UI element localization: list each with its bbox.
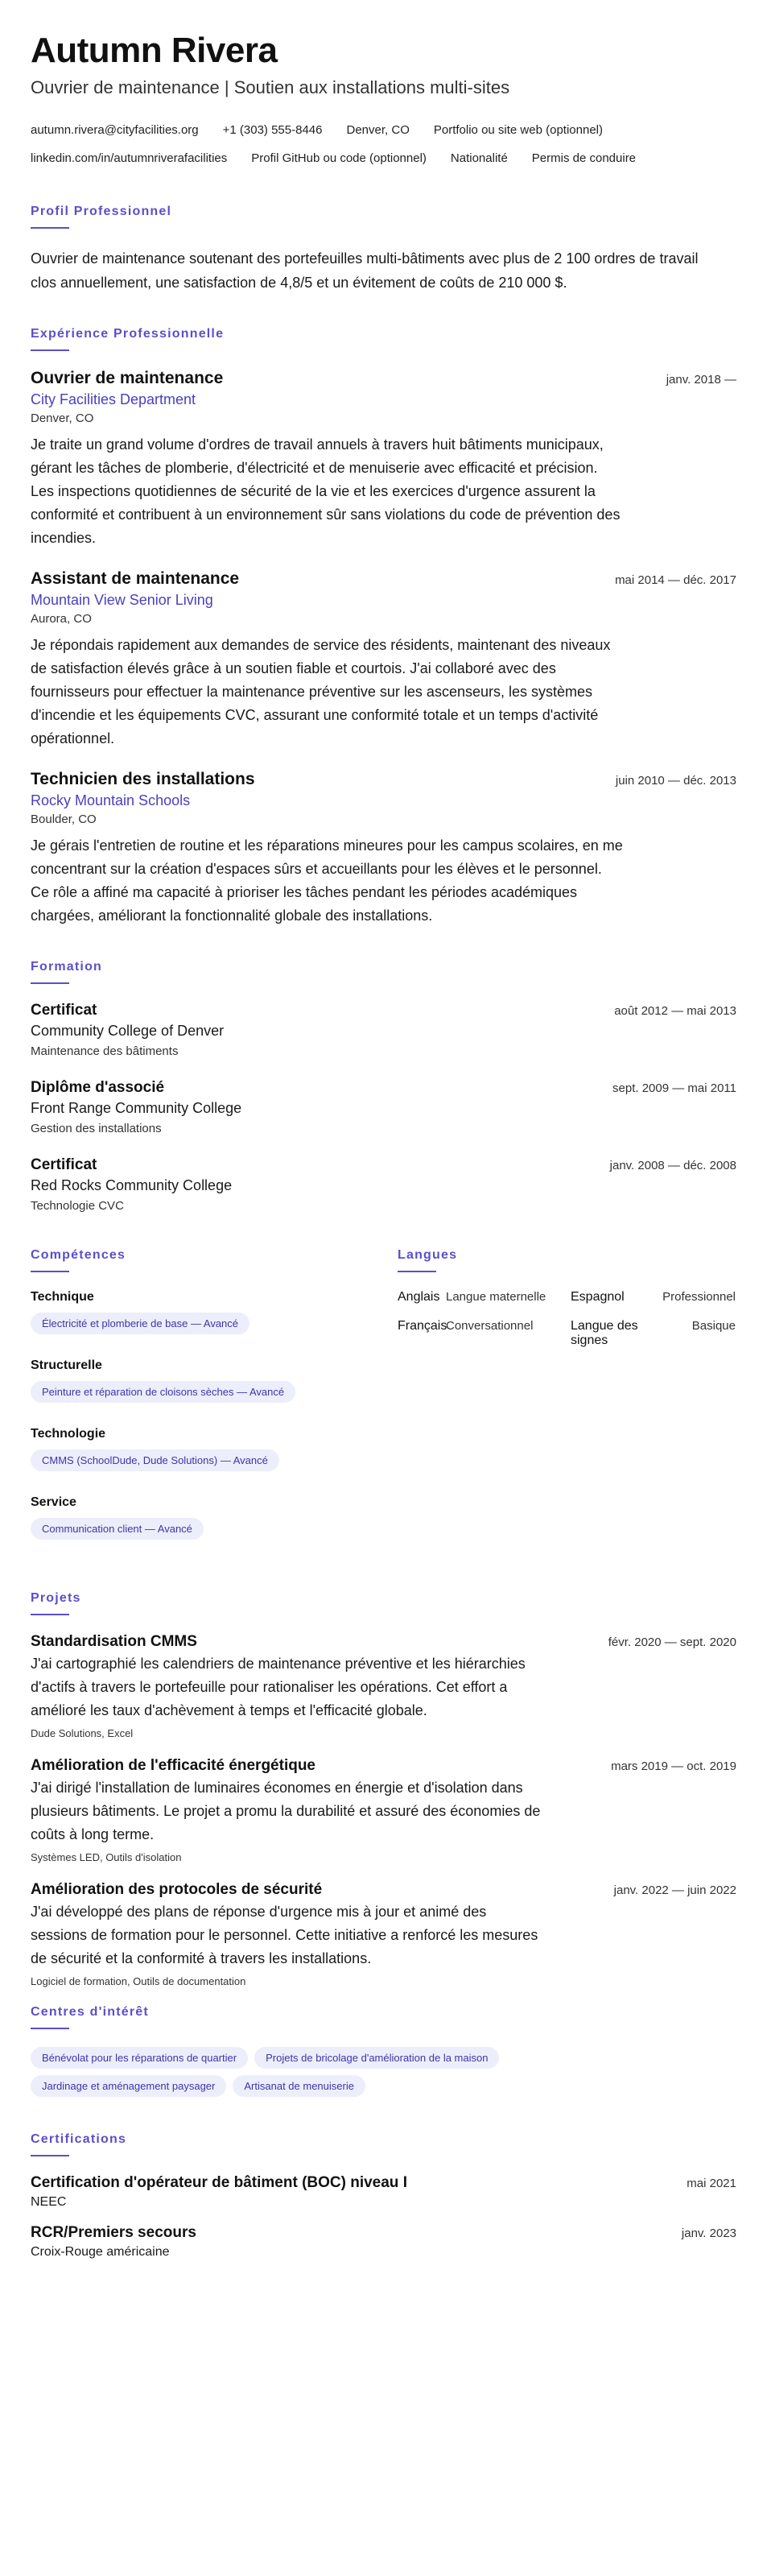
section-divider — [398, 1271, 436, 1272]
skill-group — [31, 1290, 398, 1341]
education-field: Gestion des installations — [31, 1122, 162, 1135]
education-school: Community College of Denver — [31, 1023, 225, 1039]
section-title: Centres d'intérêt — [31, 2005, 149, 2019]
project-title: Standardisation CMMS — [31, 1633, 197, 1650]
contact-linkedin[interactable]: linkedin.com/in/autumnriverafacilities — [31, 151, 228, 165]
language-name: Français — [398, 1319, 447, 1333]
language-level: Conversationnel — [446, 1319, 534, 1333]
certification-date: mai 2021 — [687, 2177, 736, 2190]
education-dates: janv. 2008 — déc. 2008 — [609, 1159, 736, 1172]
certifications-section — [31, 2132, 736, 2260]
education-entry — [31, 1156, 736, 1213]
section-title: Profil Professionnel — [31, 205, 172, 218]
project-tech: Dude Solutions, Excel — [31, 1727, 134, 1739]
contact-list — [31, 116, 736, 172]
job-location: Aurora, CO — [31, 612, 92, 626]
job-description: Je répondais rapidement aux demandes de service des résidents, maintenant des niveaux de satisfaction élevés grâce à un soutien fiable et courtois. J'ai collaboré avec des fournisseurs pour effectuer la maintenance préventive sur les ascenseurs, les systèmes d'incendie et les équipements CVC, assurant une conformité totale et un temps d'activité opérationnel. — [31, 637, 611, 746]
language-name: Espagnol — [571, 1290, 625, 1304]
section-divider — [31, 982, 69, 984]
skill-chip: Peinture et réparation de cloisons sèches — Avancé — [31, 1381, 295, 1403]
language-level: Langue maternelle — [446, 1290, 546, 1304]
contact-driving-license: Permis de conduire — [531, 151, 637, 165]
candidate-name: Autumn Rivera — [31, 31, 278, 70]
education-entry — [31, 1002, 736, 1058]
experience-section — [31, 327, 736, 928]
section-divider — [31, 2028, 69, 2029]
language-level: Basique — [691, 1319, 736, 1333]
skill-group — [31, 1358, 398, 1409]
contact-github[interactable]: Profil GitHub ou code (optionnel) — [251, 151, 427, 165]
profile-summary: Ouvrier de maintenance soutenant des portefeuilles multi-bâtiments avec plus de 2 100 ordres de travail clos annuellement, une satisfaction de 4,8/5 et un évitement de coûts de 210 000 $. — [31, 250, 699, 291]
job-title: Technicien des installations — [31, 770, 255, 788]
education-field: Technologie CVC — [31, 1199, 124, 1213]
certification-entry — [31, 2174, 736, 2210]
project-dates: mars 2019 — oct. 2019 — [611, 1759, 736, 1773]
contact-portfolio[interactable]: Portfolio ou site web (optionnel) — [433, 123, 603, 137]
skill-group — [31, 1495, 398, 1546]
skill-group — [31, 1427, 398, 1478]
certification-issuer: Croix-Rouge américaine — [31, 2245, 170, 2259]
certification-issuer: NEEC — [31, 2195, 67, 2209]
job-entry — [31, 369, 736, 550]
job-location: Boulder, CO — [31, 812, 97, 826]
resume-header — [31, 29, 736, 172]
job-company: Mountain View Senior Living — [31, 592, 213, 608]
contact-nationality: Nationalité — [450, 151, 508, 165]
job-location: Denver, CO — [31, 411, 94, 425]
skill-category: Structurelle — [31, 1358, 102, 1372]
project-tech: Logiciel de formation, Outils de documentation — [31, 1975, 246, 1987]
section-title: Projets — [31, 1591, 81, 1605]
education-school: Red Rocks Community College — [31, 1177, 233, 1193]
contact-phone[interactable]: +1 (303) 555-8446 — [222, 123, 323, 137]
certification-name: RCR/Premiers secours — [31, 2224, 196, 2241]
education-dates: août 2012 — mai 2013 — [614, 1004, 736, 1018]
project-dates: févr. 2020 — sept. 2020 — [608, 1635, 736, 1649]
section-divider — [31, 2155, 69, 2156]
skill-chip: CMMS (SchoolDude, Dude Solutions) — Avancé — [31, 1449, 279, 1471]
projects-section — [31, 1591, 736, 1987]
job-company: City Facilities Department — [31, 391, 196, 407]
section-title: Formation — [31, 960, 103, 974]
project-entry — [31, 1633, 736, 1739]
section-divider — [31, 349, 69, 351]
skills-section — [31, 1248, 398, 1564]
interest-chip: Bénévolat pour les réparations de quartier — [31, 2047, 248, 2069]
skill-chip: Communication client — Avancé — [31, 1518, 204, 1540]
job-title: Ouvrier de maintenance — [31, 369, 224, 387]
contact-email[interactable]: autumn.rivera@cityfacilities.org — [31, 123, 199, 137]
interest-chip: Projets de bricolage d'amélioration de la maison — [254, 2047, 499, 2069]
education-dates: sept. 2009 — mai 2011 — [612, 1081, 736, 1095]
project-entry — [31, 1757, 736, 1863]
job-title: Assistant de maintenance — [31, 569, 240, 588]
education-degree: Diplôme d'associé — [31, 1079, 165, 1096]
section-title: Expérience Professionnelle — [31, 327, 225, 341]
education-school: Front Range Community College — [31, 1100, 242, 1116]
language-level: Professionnel — [662, 1290, 736, 1304]
section-title: Compétences — [31, 1248, 126, 1262]
job-description: Je traite un grand volume d'ordres de travail annuels à travers huit bâtiments municipaux, gérant les tâches de plomberie, d'électricité et de menuiserie avec efficacité et précision. Les inspections quotidiennes de sécurité de la vie et les exercices d'urgence assurent la conformité et contribuent à un environnement sûr sans violations du code de prévention des incendies. — [31, 436, 621, 546]
project-entry — [31, 1881, 736, 1987]
job-entry — [31, 770, 736, 928]
education-field: Maintenance des bâtiments — [31, 1044, 179, 1058]
education-section — [31, 960, 736, 1213]
interest-chip: Jardinage et aménagement paysager — [31, 2075, 226, 2097]
interests-list — [31, 2047, 736, 2103]
section-divider — [31, 227, 69, 229]
profile-section — [31, 205, 736, 295]
project-title: Amélioration de l'efficacité énergétique — [31, 1757, 315, 1774]
interest-chip: Artisanat de menuiserie — [233, 2075, 365, 2097]
certification-date: janv. 2023 — [681, 2227, 736, 2240]
project-title: Amélioration des protocoles de sécurité — [31, 1881, 323, 1898]
interests-section — [31, 2005, 736, 2103]
job-dates: juin 2010 — déc. 2013 — [615, 774, 736, 788]
skill-category: Technique — [31, 1290, 94, 1304]
section-divider — [31, 1614, 69, 1615]
skill-category: Technologie — [31, 1427, 106, 1441]
section-title: Langues — [398, 1248, 458, 1262]
project-description: J'ai dirigé l'installation de luminaires économes en énergie et d'isolation dans plusieurs bâtiments. Le projet a promu la durabilité et assuré des économies de coûts à long terme. — [31, 1780, 541, 1842]
job-dates: mai 2014 — déc. 2017 — [615, 573, 736, 587]
job-entry — [31, 569, 736, 750]
languages-list — [398, 1290, 736, 1348]
section-title: Certifications — [31, 2132, 127, 2146]
education-degree: Certificat — [31, 1002, 97, 1019]
project-description: J'ai développé des plans de réponse d'urgence mis à jour et animé des sessions de formation pour le personnel. Cette initiative a renforcé les mesures de sécurité et la conformité à travers les installations. — [31, 1904, 538, 1966]
language-name: Anglais — [398, 1290, 440, 1304]
job-description: Je gérais l'entretien de routine et les réparations mineures pour les campus scolaires, en me concentrant sur la création d'espaces sûrs et accueillants pour les élèves et le personnel. Ce rôle a affiné ma capacité à prioriser les tâches pendant les périodes académiques chargées, améliorant la fonctionnalité globale des installations. — [31, 837, 623, 924]
skill-category: Service — [31, 1495, 76, 1509]
project-description: J'ai cartographié les calendriers de maintenance préventive et les hiérarchies d'actifs à travers le portefeuille pour rationaliser les opérations. Cet effort a amélioré les taux d'achèvement à temps et l'efficacité globale. — [31, 1656, 526, 1718]
language-name: Langue des signes — [571, 1319, 638, 1347]
skills-languages-row — [31, 1248, 736, 1564]
project-tech: Systèmes LED, Outils d'isolation — [31, 1851, 182, 1863]
education-degree: Certificat — [31, 1156, 97, 1173]
languages-section — [398, 1248, 736, 1564]
education-entry — [31, 1079, 736, 1135]
section-divider — [31, 1271, 69, 1272]
job-dates: janv. 2018 — — [666, 373, 736, 387]
job-company: Rocky Mountain Schools — [31, 792, 191, 808]
certification-entry — [31, 2224, 736, 2260]
candidate-headline: Ouvrier de maintenance | Soutien aux installations multi-sites — [31, 77, 510, 97]
contact-location: Denver, CO — [346, 123, 410, 137]
skill-chip: Électricité et plomberie de base — Avancé — [31, 1313, 249, 1334]
project-dates: janv. 2022 — juin 2022 — [613, 1883, 736, 1897]
certification-name: Certification d'opérateur de bâtiment (BOC) niveau I — [31, 2174, 407, 2191]
